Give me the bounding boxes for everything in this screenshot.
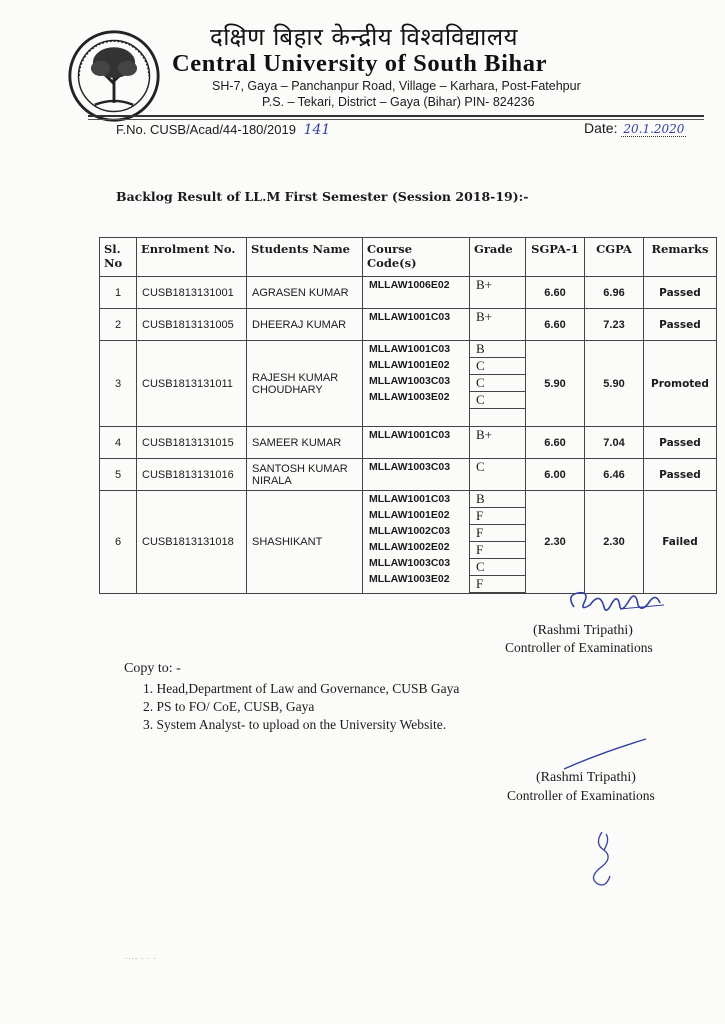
cell-remarks: Passed [644, 309, 717, 341]
cell-sgpa: 6.60 [526, 277, 585, 309]
course-code: MLLAW1001C03 [369, 311, 451, 323]
signatory-designation-2: Controller of Examinations [507, 788, 655, 803]
cell-course-codes [363, 277, 470, 309]
cell-remarks: Promoted [644, 341, 717, 427]
copy-to-list [143, 681, 459, 735]
table-row [100, 277, 717, 309]
cell-sl: 5 [100, 459, 137, 491]
signatory-name-1: (Rashmi Tripathi) [533, 623, 633, 638]
cell-grades [470, 491, 526, 594]
cell-cgpa: 2.30 [585, 491, 644, 594]
col-header-remarks: Remarks [644, 238, 717, 277]
cell-enrolment: CUSB1813131001 [137, 277, 247, 309]
col-header-cgpa: CGPA [585, 238, 644, 277]
course-code: MLLAW1001C03 [369, 493, 451, 505]
cell-cgpa: 5.90 [585, 341, 644, 427]
cell-course-codes [363, 341, 470, 427]
cell-cgpa: 6.46 [585, 459, 644, 491]
course-code: MLLAW1002C03 [369, 525, 451, 537]
table-row [100, 459, 717, 491]
cell-remarks: Passed [644, 427, 717, 459]
signature-1 [560, 585, 680, 625]
grade: C [470, 358, 525, 375]
copy-to-item: 2. PS to FO/ CoE, CUSB, Gaya [143, 699, 315, 714]
cell-grades [470, 459, 526, 491]
grade: F [470, 508, 525, 525]
header-divider [88, 115, 704, 117]
signatory-name-2: (Rashmi Tripathi) [536, 770, 636, 785]
cell-sgpa: 5.90 [526, 341, 585, 427]
course-code: MLLAW1001C03 [369, 429, 451, 441]
university-logo [66, 28, 162, 124]
table-header-row [100, 238, 717, 277]
cell-sl: 4 [100, 427, 137, 459]
course-code: MLLAW1006E02 [369, 279, 450, 291]
university-name-hindi: दक्षिण बिहार केन्द्रीय विश्वविद्यालय [210, 23, 519, 51]
cell-course-codes [363, 309, 470, 341]
cell-course-codes [363, 491, 470, 594]
table-body [100, 277, 717, 594]
cell-enrolment: CUSB1813131018 [137, 491, 247, 594]
cell-sl: 2 [100, 309, 137, 341]
cell-course-codes [363, 427, 470, 459]
cell-sl: 3 [100, 341, 137, 427]
grade: C [476, 459, 485, 474]
col-header-enrolment: Enrolment No. [137, 238, 247, 277]
file-number-text: F.No. CUSB/Acad/44-180/2019 [116, 122, 296, 137]
cell-enrolment: CUSB1813131011 [137, 341, 247, 427]
cell-enrolment: CUSB1813131016 [137, 459, 247, 491]
course-code: MLLAW1001C03 [369, 343, 451, 355]
cell-enrolment: CUSB1813131005 [137, 309, 247, 341]
col-header-course: Course Code(s) [363, 238, 470, 277]
results-table [99, 237, 717, 594]
result-heading: Backlog Result of LL.M First Semester (Session 2018-19):- [116, 189, 529, 204]
cell-name: SAMEER KUMAR [247, 427, 363, 459]
copy-to-item: 3. System Analyst- to upload on the University Website. [143, 717, 447, 732]
course-code: MLLAW1003C03 [369, 461, 451, 473]
grade: B [470, 341, 525, 358]
cell-cgpa: 7.23 [585, 309, 644, 341]
col-header-name: Students Name [247, 238, 363, 277]
file-number [116, 122, 330, 138]
course-code: MLLAW1003C03 [369, 557, 451, 569]
cell-enrolment: CUSB1813131015 [137, 427, 247, 459]
grade: F [470, 576, 525, 593]
course-code: MLLAW1003E02 [369, 391, 450, 403]
cell-remarks: Passed [644, 459, 717, 491]
grade: C [470, 392, 525, 409]
course-code: MLLAW1001E02 [369, 359, 450, 371]
grade: B [470, 491, 525, 508]
scan-mark: ···· · · · [125, 955, 157, 963]
grade: F [470, 525, 525, 542]
course-code: MLLAW1003C03 [369, 375, 451, 387]
university-name-english: Central University of South Bihar [172, 50, 548, 77]
course-code: MLLAW1003E02 [369, 573, 450, 585]
date-field [584, 120, 686, 136]
cell-grades [470, 277, 526, 309]
grade: B+ [476, 309, 493, 324]
cell-sgpa: 6.60 [526, 427, 585, 459]
table-row [100, 491, 717, 594]
copy-to-label: Copy to: - [124, 661, 181, 676]
cell-grades [470, 309, 526, 341]
course-code: MLLAW1002E02 [369, 541, 450, 553]
table-row [100, 341, 717, 427]
cell-cgpa: 7.04 [585, 427, 644, 459]
signatory-designation-1: Controller of Examinations [505, 640, 653, 655]
cell-name: DHEERAJ KUMAR [247, 309, 363, 341]
col-header-grade: Grade [470, 238, 526, 277]
cell-name: SANTOSH KUMAR NIRALA [247, 459, 363, 491]
file-number-handwritten: 141 [303, 122, 331, 138]
signature-2 [560, 735, 660, 775]
table-row [100, 427, 717, 459]
cell-name: RAJESH KUMAR CHOUDHARY [247, 341, 363, 427]
address-line-1: SH-7, Gaya – Panchanpur Road, Village – Karhara, Post-Fatehpur [212, 79, 581, 93]
cell-remarks: Failed [644, 491, 717, 594]
cell-grades [470, 341, 526, 427]
cell-grades [470, 427, 526, 459]
grade: B+ [476, 427, 493, 442]
copy-to-item: 1. Head,Department of Law and Governance, CUSB Gaya [143, 681, 460, 696]
cell-cgpa: 6.96 [585, 277, 644, 309]
table-row [100, 309, 717, 341]
initials-mark [580, 828, 630, 890]
cell-course-codes [363, 459, 470, 491]
cell-name: SHASHIKANT [247, 491, 363, 594]
col-header-sgpa: SGPA-1 [526, 238, 585, 277]
grade: C [470, 375, 525, 392]
course-code: MLLAW1001E02 [369, 509, 450, 521]
cell-sl: 6 [100, 491, 137, 594]
cell-sgpa: 6.60 [526, 309, 585, 341]
grade: B+ [476, 277, 493, 292]
grade: C [470, 559, 525, 576]
cell-sl: 1 [100, 277, 137, 309]
address-line-2: P.S. – Tekari, District – Gaya (Bihar) PIN- 824236 [262, 95, 535, 109]
cell-sgpa: 2.30 [526, 491, 585, 594]
date-label: Date: [584, 120, 618, 136]
grade: F [470, 542, 525, 559]
date-handwritten: 20.1.2020 [623, 122, 685, 136]
col-header-sl: Sl. No [100, 238, 137, 277]
cell-remarks: Passed [644, 277, 717, 309]
cell-sgpa: 6.00 [526, 459, 585, 491]
cell-name: AGRASEN KUMAR [247, 277, 363, 309]
